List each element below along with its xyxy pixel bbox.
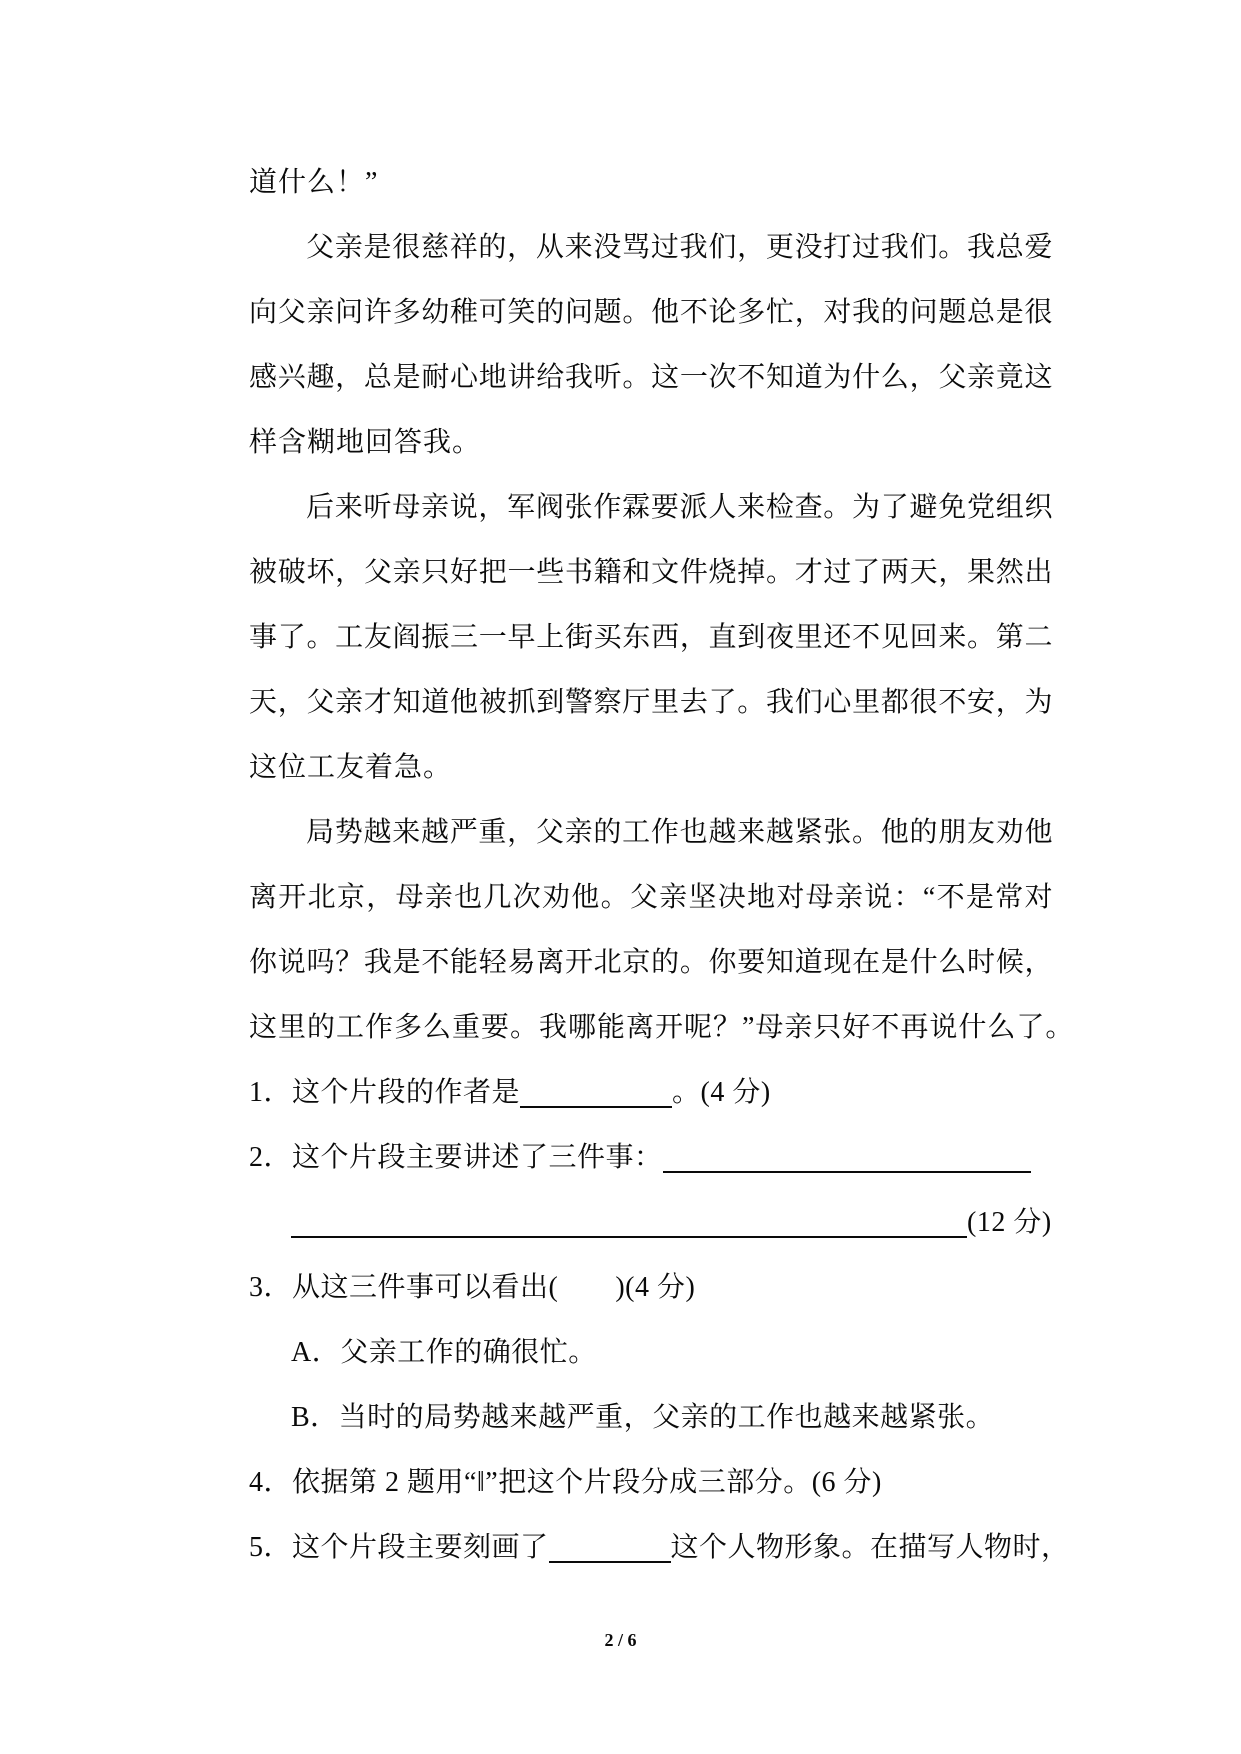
line-text: 局势越来越严重，父亲的工作也越来越紧张。他的朋友劝他	[306, 817, 1053, 848]
passage-line	[249, 800, 1053, 865]
question-1-line	[249, 1060, 1053, 1125]
line-text: 被破坏，父亲只好把一些书籍和文件烧掉。才过了两天，果然出	[249, 557, 1053, 588]
line-text: B．当时的局势越来越严重，父亲的工作也越来越紧张。	[291, 1402, 995, 1433]
line-text: 这里的工作多么重要。我哪能离开呢？”母亲只好不再说什么了。	[249, 1012, 1075, 1043]
line-text: 2．这个片段主要讲述了三件事：	[249, 1142, 663, 1173]
line-text: (12 分)	[967, 1207, 1052, 1238]
question-2-continuation-line	[249, 1190, 1053, 1255]
passage-line	[249, 345, 1053, 410]
passage-line	[249, 995, 1075, 1060]
answer-blank	[549, 1527, 671, 1563]
line-text: 1．这个片段的作者是	[249, 1077, 521, 1108]
line-text: 向父亲问许多幼稚可笑的问题。他不论多忙，对我的问题总是很	[249, 297, 1053, 328]
line-text: 离开北京，母亲也几次劝他。父亲坚决地对母亲说：“不是常对	[249, 882, 1053, 913]
answer-blank	[520, 1072, 672, 1108]
question-4-line	[249, 1450, 1053, 1515]
line-text: 5．这个片段主要刻画了	[249, 1532, 549, 1563]
passage-line	[249, 605, 1053, 670]
line-text: 父亲是很慈祥的，从来没骂过我们，更没打过我们。我总爱	[306, 232, 1053, 263]
passage-line	[249, 410, 1053, 475]
line-text: 你说吗？我是不能轻易离开北京的。你要知道现在是什么时候，	[249, 947, 1053, 978]
footer-page-number: 2 / 6	[604, 1630, 637, 1650]
line-text: 后来听母亲说，军阀张作霖要派人来检查。为了避免党组织	[306, 492, 1053, 523]
question-5-line	[249, 1515, 1070, 1580]
passage-line	[249, 280, 1053, 345]
passage-line	[249, 670, 1053, 735]
line-text: 这个人物形象。在描写人物时，	[670, 1532, 1070, 1563]
passage-line	[249, 215, 1053, 280]
line-text: 。(4 分)	[672, 1077, 771, 1108]
answer-blank	[663, 1137, 1031, 1173]
line-text: 事了。工友阎振三一早上街买东西，直到夜里还不见回来。第二	[249, 622, 1053, 653]
line-text: 感兴趣，总是耐心地讲给我听。这一次不知道为什么，父亲竟这	[249, 362, 1053, 393]
passage-line	[249, 475, 1053, 540]
line-text: 4．依据第 2 题用“‖”把这个片段分成三部分。(6 分)	[249, 1467, 882, 1498]
passage-line	[249, 540, 1053, 605]
passage-line	[249, 930, 1053, 995]
option-a-line	[249, 1320, 1053, 1385]
passage-line	[249, 865, 1053, 930]
option-b-line	[249, 1385, 1053, 1450]
line-text: 道什么！”	[249, 167, 379, 198]
passage-line	[249, 735, 1053, 800]
passage-line	[249, 150, 1053, 215]
line-text: 天，父亲才知道他被抓到警察厅里去了。我们心里都很不安，为	[249, 687, 1053, 718]
line-text: 这位工友着急。	[249, 752, 453, 783]
question-2-line	[249, 1125, 1053, 1190]
line-text: 样含糊地回答我。	[249, 427, 482, 458]
line-text: 3．从这三件事可以看出( )(4 分)	[249, 1272, 696, 1303]
answer-blank	[291, 1202, 967, 1238]
line-text: A．父亲工作的确很忙。	[291, 1337, 597, 1368]
page-body-text	[249, 150, 1075, 1580]
question-3-line	[249, 1255, 1053, 1320]
